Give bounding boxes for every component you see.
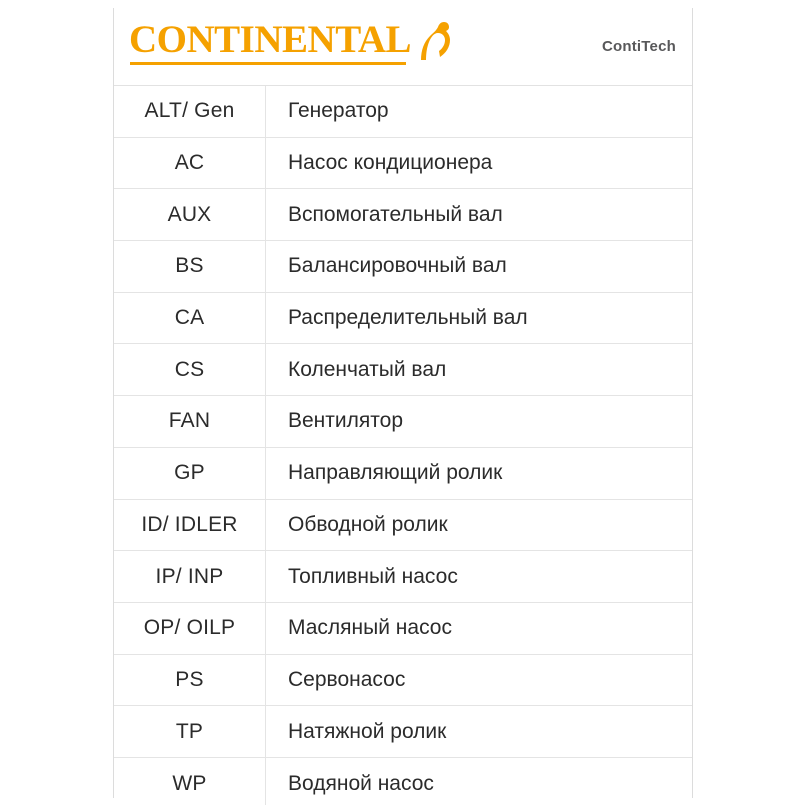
abbreviation-code: CS bbox=[114, 344, 266, 395]
table-row bbox=[114, 189, 692, 241]
abbreviation-description: Вентилятор bbox=[288, 409, 403, 433]
abbreviation-table bbox=[114, 86, 692, 805]
abbreviation-description: Топливный насос bbox=[288, 564, 458, 588]
abbreviation-code: TP bbox=[114, 706, 266, 757]
table-row bbox=[114, 551, 692, 603]
abbreviation-description: Сервонасос bbox=[288, 667, 406, 691]
abbreviation-description: Натяжной ролик bbox=[288, 719, 447, 743]
horse-icon bbox=[415, 20, 455, 67]
table-row bbox=[114, 86, 692, 138]
brand-wordmark: CONTINENTAL bbox=[129, 18, 411, 61]
table-row bbox=[114, 138, 692, 190]
table-row bbox=[114, 758, 692, 805]
abbreviation-description: Коленчатый вал bbox=[288, 357, 447, 381]
legend-sheet bbox=[113, 8, 693, 798]
abbreviation-code: AUX bbox=[114, 189, 266, 240]
abbreviation-description: Вспомогательный вал bbox=[288, 202, 503, 226]
table-row bbox=[114, 500, 692, 552]
abbreviation-description: Распределительный вал bbox=[288, 306, 528, 330]
table-row bbox=[114, 344, 692, 396]
abbreviation-description: Генератор bbox=[288, 99, 389, 123]
abbreviation-code: PS bbox=[114, 655, 266, 706]
brand-header bbox=[114, 8, 692, 86]
abbreviation-code: WP bbox=[114, 758, 266, 805]
abbreviation-code: ALT/ Gen bbox=[114, 86, 266, 137]
abbreviation-code: AC bbox=[114, 138, 266, 189]
sub-brand-label: ContiTech bbox=[601, 38, 676, 55]
abbreviation-description: Балансировочный вал bbox=[288, 254, 507, 278]
brand-underline bbox=[130, 62, 406, 65]
abbreviation-description: Направляющий ролик bbox=[288, 461, 503, 485]
abbreviation-code: OP/ OILP bbox=[114, 603, 266, 654]
table-row bbox=[114, 655, 692, 707]
table-row bbox=[114, 293, 692, 345]
table-row bbox=[114, 241, 692, 293]
abbreviation-code: IP/ INP bbox=[114, 551, 266, 602]
continental-logo bbox=[129, 20, 455, 67]
abbreviation-description: Обводной ролик bbox=[288, 512, 448, 536]
table-row bbox=[114, 396, 692, 448]
abbreviation-code: ID/ IDLER bbox=[114, 500, 266, 551]
abbreviation-description: Масляный насос bbox=[288, 616, 452, 640]
abbreviation-code: GP bbox=[114, 448, 266, 499]
abbreviation-code: BS bbox=[114, 241, 266, 292]
table-row bbox=[114, 706, 692, 758]
abbreviation-description: Насос кондиционера bbox=[288, 151, 493, 175]
table-row bbox=[114, 603, 692, 655]
abbreviation-description: Водяной насос bbox=[288, 771, 434, 795]
abbreviation-code: FAN bbox=[114, 396, 266, 447]
abbreviation-code: CA bbox=[114, 293, 266, 344]
table-row bbox=[114, 448, 692, 500]
